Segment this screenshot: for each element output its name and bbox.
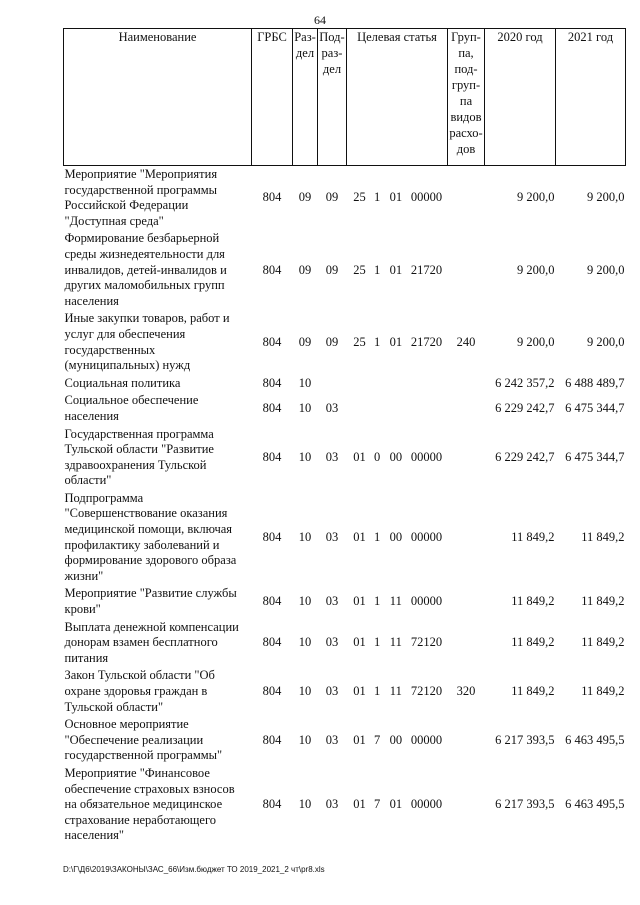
row-razdel: 10 (298, 594, 312, 609)
header-2020: 2020 год (485, 29, 556, 166)
row-ts4: 00000 (410, 449, 443, 464)
row-amount-2021: 6 463 495,5 (565, 732, 625, 747)
header-name: Наименование (64, 29, 252, 166)
row-ts3: 11 (389, 635, 402, 650)
row-tselevaya-statya (347, 490, 448, 586)
row-podrazdel: 03 (325, 635, 339, 650)
row-amount-2020: 11 849,2 (511, 594, 555, 609)
row-ts4: 00000 (410, 732, 443, 747)
row-ts4: 21720 (410, 334, 443, 349)
row-name: Подпрограмма "Совершенствование оказания медицинской помощи, включая профилактику заболеваний и формирование здорового образа жизни" (64, 490, 237, 583)
row-grbs: 804 (262, 190, 282, 205)
row-amount-2020: 11 849,2 (511, 529, 555, 544)
row-ts3: 00 (389, 529, 403, 544)
row-ts2: 1 (374, 635, 381, 650)
row-name: Государственная программа Тульской области "Развитие здравоохранения Тульской области" (64, 426, 214, 488)
header-razdel: Раз- дел (293, 29, 318, 166)
row-grbs: 804 (262, 732, 282, 747)
row-name: Мероприятие "Развитие службы крови" (64, 586, 237, 617)
row-name: Закон Тульской области "Об охране здоровья граждан в Тульской области" (64, 668, 215, 714)
row-ts1: 01 (353, 635, 366, 650)
row-razdel: 10 (298, 401, 312, 416)
header-podrazdel: Под- раз- дел (318, 29, 347, 166)
row-vidy-raskhodov (448, 585, 485, 618)
row-podrazdel: 03 (325, 594, 339, 609)
row-ts1: 25 (353, 334, 366, 349)
row-vidy-raskhodov (448, 426, 485, 490)
row-ts3: 00 (389, 449, 403, 464)
row-name: Социальная политика (64, 375, 181, 390)
row-ts3: 11 (389, 594, 402, 609)
row-podrazdel: 03 (325, 797, 339, 812)
table-row (64, 667, 626, 716)
file-path-footer: D:\Г\Д6\2019\ЗАКОНЫ\ЗАС_66\Изм.бюджет ТО 2019_2021_2 чт\pr8.xls (63, 865, 325, 874)
row-ts2: 7 (374, 797, 381, 812)
row-grbs: 804 (262, 375, 282, 390)
table-row (64, 375, 626, 393)
row-name: Иные закупки товаров, работ и услуг для обеспечения государственных (муниципальных) нужд (64, 311, 230, 373)
row-ts1: 01 (353, 594, 366, 609)
row-grbs: 804 (262, 684, 282, 698)
row-amount-2020: 6 217 393,5 (495, 732, 555, 747)
row-tselevaya-statya (347, 765, 448, 845)
header-row (64, 29, 626, 166)
row-vidy-raskhodov: 320 (456, 684, 476, 698)
row-name: Социальное обеспечение населения (64, 393, 199, 423)
row-amount-2021: 11 849,2 (581, 529, 625, 544)
table-row (64, 619, 626, 668)
row-tselevaya-statya (347, 716, 448, 765)
row-tselevaya-statya (347, 166, 448, 231)
row-ts3: 01 (389, 190, 403, 205)
row-grbs: 804 (262, 334, 282, 349)
row-amount-2020: 11 849,2 (511, 635, 555, 650)
row-podrazdel: 09 (325, 262, 339, 277)
row-razdel: 10 (298, 684, 312, 698)
row-amount-2021: 6 475 344,7 (565, 449, 625, 464)
row-amount-2021: 6 463 495,5 (565, 797, 625, 812)
row-amount-2020: 11 849,2 (511, 684, 555, 698)
row-vidy-raskhodov (448, 765, 485, 845)
header-tselevaya-statya: Целевая статья (347, 29, 448, 166)
header-2021: 2021 год (556, 29, 626, 166)
row-razdel: 10 (298, 635, 312, 650)
row-razdel: 10 (298, 375, 312, 390)
row-ts2: 1 (374, 334, 381, 349)
row-ts1: 01 (353, 529, 366, 544)
row-ts4: 00000 (410, 190, 443, 205)
row-ts2: 1 (374, 684, 381, 698)
row-grbs: 804 (262, 449, 282, 464)
row-ts4: 00000 (410, 594, 443, 609)
row-ts4: 00000 (410, 797, 443, 812)
row-vidy-raskhodov (448, 230, 485, 310)
row-tselevaya-statya (347, 375, 448, 393)
row-amount-2020: 9 200,0 (517, 334, 555, 349)
row-podrazdel: 09 (325, 190, 339, 205)
table-row (64, 166, 626, 231)
row-podrazdel: 03 (325, 449, 339, 464)
row-vidy-raskhodov (448, 490, 485, 586)
row-grbs: 804 (262, 262, 282, 277)
row-tselevaya-statya (347, 426, 448, 490)
row-tselevaya-statya (347, 667, 448, 716)
row-grbs: 804 (262, 594, 282, 609)
row-ts3: 11 (389, 684, 402, 698)
row-razdel: 09 (298, 190, 312, 205)
budget-table (63, 28, 626, 845)
row-name: Мероприятие "Мероприятия государственной программы Российской Федерации "Доступная среда" (64, 167, 218, 228)
row-vidy-raskhodov (448, 392, 485, 425)
row-ts3: 01 (389, 262, 403, 277)
row-amount-2020: 6 242 357,2 (495, 375, 555, 390)
table-row (64, 230, 626, 310)
row-vidy-raskhodov (448, 166, 485, 231)
row-ts2: 1 (374, 594, 381, 609)
row-amount-2021: 9 200,0 (587, 334, 625, 349)
row-razdel: 09 (298, 262, 312, 277)
row-amount-2021: 9 200,0 (587, 190, 625, 205)
row-podrazdel (318, 375, 347, 393)
row-amount-2020: 6 217 393,5 (495, 797, 555, 812)
row-name: Формирование безбарьерной среды жизнедеятельности для инвалидов, детей-инвалидов и других маломобильных групп населения (64, 231, 227, 308)
header-grbs: ГРБС (252, 29, 293, 166)
row-tselevaya-statya (347, 619, 448, 668)
row-ts1: 01 (353, 449, 366, 464)
row-amount-2021: 6 488 489,7 (565, 375, 625, 390)
row-razdel: 10 (298, 797, 312, 812)
row-podrazdel: 09 (325, 334, 339, 349)
table-row (64, 585, 626, 618)
row-ts4: 72120 (410, 684, 443, 698)
row-amount-2020: 6 229 242,7 (495, 401, 555, 416)
row-grbs: 804 (262, 401, 282, 416)
row-amount-2021: 11 849,2 (581, 684, 625, 698)
row-tselevaya-statya (347, 585, 448, 618)
row-name: Мероприятие "Финансовое обеспечение страховых взносов на обязательное медицинское страхование неработающего населения" (64, 765, 235, 843)
row-podrazdel: 03 (325, 529, 339, 544)
row-tselevaya-statya (347, 392, 448, 425)
row-podrazdel: 03 (325, 732, 339, 747)
row-razdel: 10 (298, 732, 312, 747)
table-row (64, 426, 626, 490)
row-vidy-raskhodov (448, 375, 485, 393)
row-amount-2021: 11 849,2 (581, 635, 625, 650)
row-razdel: 09 (298, 334, 312, 349)
row-amount-2020: 6 229 242,7 (495, 449, 555, 464)
row-grbs: 804 (262, 529, 282, 544)
header-vidy-raskhodov: Груп- па, под- груп- па видов расхо- дов (448, 29, 485, 166)
row-ts3: 01 (389, 797, 403, 812)
row-ts4: 21720 (410, 262, 443, 277)
table-row (64, 765, 626, 845)
table-row (64, 490, 626, 586)
row-vidy-raskhodov (448, 619, 485, 668)
row-ts4: 00000 (410, 529, 443, 544)
row-ts4: 72120 (410, 635, 443, 650)
row-tselevaya-statya (347, 230, 448, 310)
row-podrazdel: 03 (325, 401, 339, 416)
row-razdel: 10 (298, 529, 312, 544)
row-name: Выплата денежной компенсации донорам взамен бесплатного питания (64, 619, 239, 665)
row-amount-2020: 9 200,0 (517, 190, 555, 205)
row-ts1: 25 (353, 190, 366, 205)
row-amount-2021: 6 475 344,7 (565, 401, 625, 416)
row-amount-2021: 9 200,0 (587, 262, 625, 277)
row-ts2: 1 (374, 262, 381, 277)
row-vidy-raskhodov: 240 (456, 334, 476, 349)
table-row (64, 392, 626, 425)
row-ts1: 01 (353, 797, 366, 812)
row-ts1: 25 (353, 262, 366, 277)
row-amount-2021: 11 849,2 (581, 594, 625, 609)
row-grbs: 804 (262, 797, 282, 812)
row-name: Основное мероприятие "Обеспечение реализации государственной программы" (64, 717, 223, 763)
row-ts3: 01 (389, 334, 403, 349)
row-vidy-raskhodov (448, 716, 485, 765)
page-number: 64 (314, 13, 326, 27)
table-row (64, 716, 626, 765)
row-podrazdel: 03 (325, 684, 339, 698)
row-ts3: 00 (389, 732, 403, 747)
row-ts1: 01 (353, 732, 366, 747)
row-tselevaya-statya (347, 310, 448, 374)
table-row (64, 310, 626, 374)
row-ts2: 1 (374, 529, 381, 544)
row-amount-2020: 9 200,0 (517, 262, 555, 277)
row-ts2: 0 (374, 449, 381, 464)
row-ts2: 1 (374, 190, 381, 205)
row-ts1: 01 (353, 684, 366, 698)
row-razdel: 10 (298, 449, 312, 464)
row-ts2: 7 (374, 732, 381, 747)
row-grbs: 804 (262, 635, 282, 650)
